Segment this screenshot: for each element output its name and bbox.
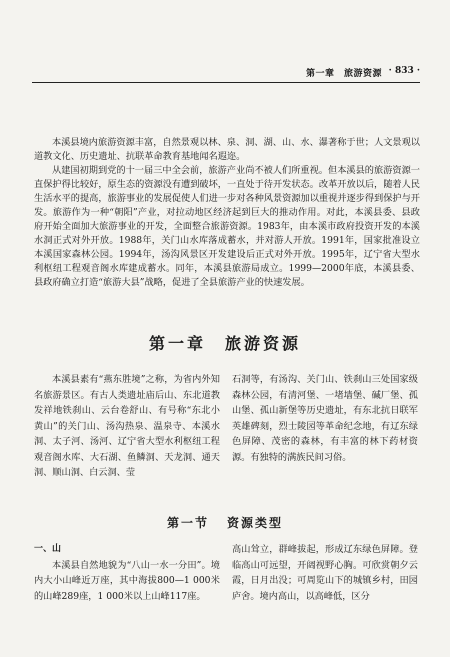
header-rule	[32, 82, 420, 83]
running-header	[32, 64, 420, 80]
sub-heading: 一、山	[34, 544, 62, 554]
column-right	[232, 372, 418, 465]
intro-paragraph: 从建国初期到党的十一届三中全会前，旅游产业尚不被人们所重视。但本溪县的旅游资源一直保护得比较好，原生态的资源没有遭到破坏，一直处于待开发状态。改革开放以后，随着人民生活水平的提高，旅游事业的发展促使人们进一步对各种风景资源加以重视并逐步得到保护与开发。旅游作为一种“朝阳”产业，对拉动地区经济起到巨大的推动作用。对此，本溪县委、县政府开始全面加大旅游事业的开发，全面整合旅游资源。1983年，由本溪市政府投资开发的本溪水洞正式对外开放。1988年，关门山水库落成蓄水，并对游人开放。1991年，国家批准设立本溪国家森林公园。1994年，汤沟风景区开发建设后正式对外开放。1995年，辽宁省大型水利枢纽工程观音阁水库建成蓄水。同年，本溪县旅游局成立。1999—2000年底，本溪县委、县政府确立打造“旅游大县”战略，促进了全县旅游产业的快速发展。	[34, 165, 420, 288]
section-body	[34, 542, 420, 652]
page-number: · 833 ·	[388, 66, 420, 76]
header-chapter-title: 第一章 旅游资源	[305, 69, 382, 79]
section-body-left: 本溪县自然地貌为“八山一水一分田”。境内大小山峰近万座，其中海拔800—1 000米的山峰289座，1 000米以上山峰117座。	[34, 559, 220, 602]
section-number: 第一节	[166, 516, 209, 530]
chapter-intro-left: 本溪县素有“燕东胜境”之称，为省内外知名旅游景区。有古人类遗址庙后山、东北道教发祥地铁刹山、云台卷舒山、有号称“东北小黄山”的关门山、汤沟热泉、温泉寺、本溪水洞、太子河、汤河、辽宁省大型水利枢纽工程观音阁水库、大石湖、鱼鳞洞、天龙洞、通天洞、顺山洞、白云洞、莹	[34, 374, 220, 478]
section-name: 资源类型	[227, 516, 284, 530]
section-title	[0, 514, 450, 531]
introduction	[34, 136, 420, 290]
column-left	[34, 372, 220, 481]
chapter-intro-right: 石洞等，有汤沟、关门山、铁刹山三处国家级森林公园，有清河堡、一堵墙堡、碱厂堡、孤山堡、孤山新堡等历史遗址，有东北抗日联军英雄碑刻，烈士陵园等革命纪念地，有辽东绿色屏障、茂密的森林，有丰富的林下药材资源。有独特的满族民间习俗。	[232, 374, 418, 463]
chapter-title: 第一章 旅游资源	[148, 334, 301, 353]
intro-paragraph: 本溪县境内旅游资源丰富，自然景观以林、泉、洞、湖、山、水、瀑著称于世；人文景观以道教文化、历史遗址、抗联革命教育基地闻名遐迩。	[34, 137, 420, 162]
chapter-intro	[34, 372, 420, 512]
column-right	[232, 542, 418, 604]
section-body-right: 高山耸立，群峰拔起，形成辽东绿色屏障。登临高山可远望，开阔视野心胸。可欣赏朝夕云霞，日月出没；可周览山下的城镇乡村，田园庐舍。境内高山，以高峰低，区分	[232, 544, 418, 602]
column-left	[34, 542, 220, 604]
